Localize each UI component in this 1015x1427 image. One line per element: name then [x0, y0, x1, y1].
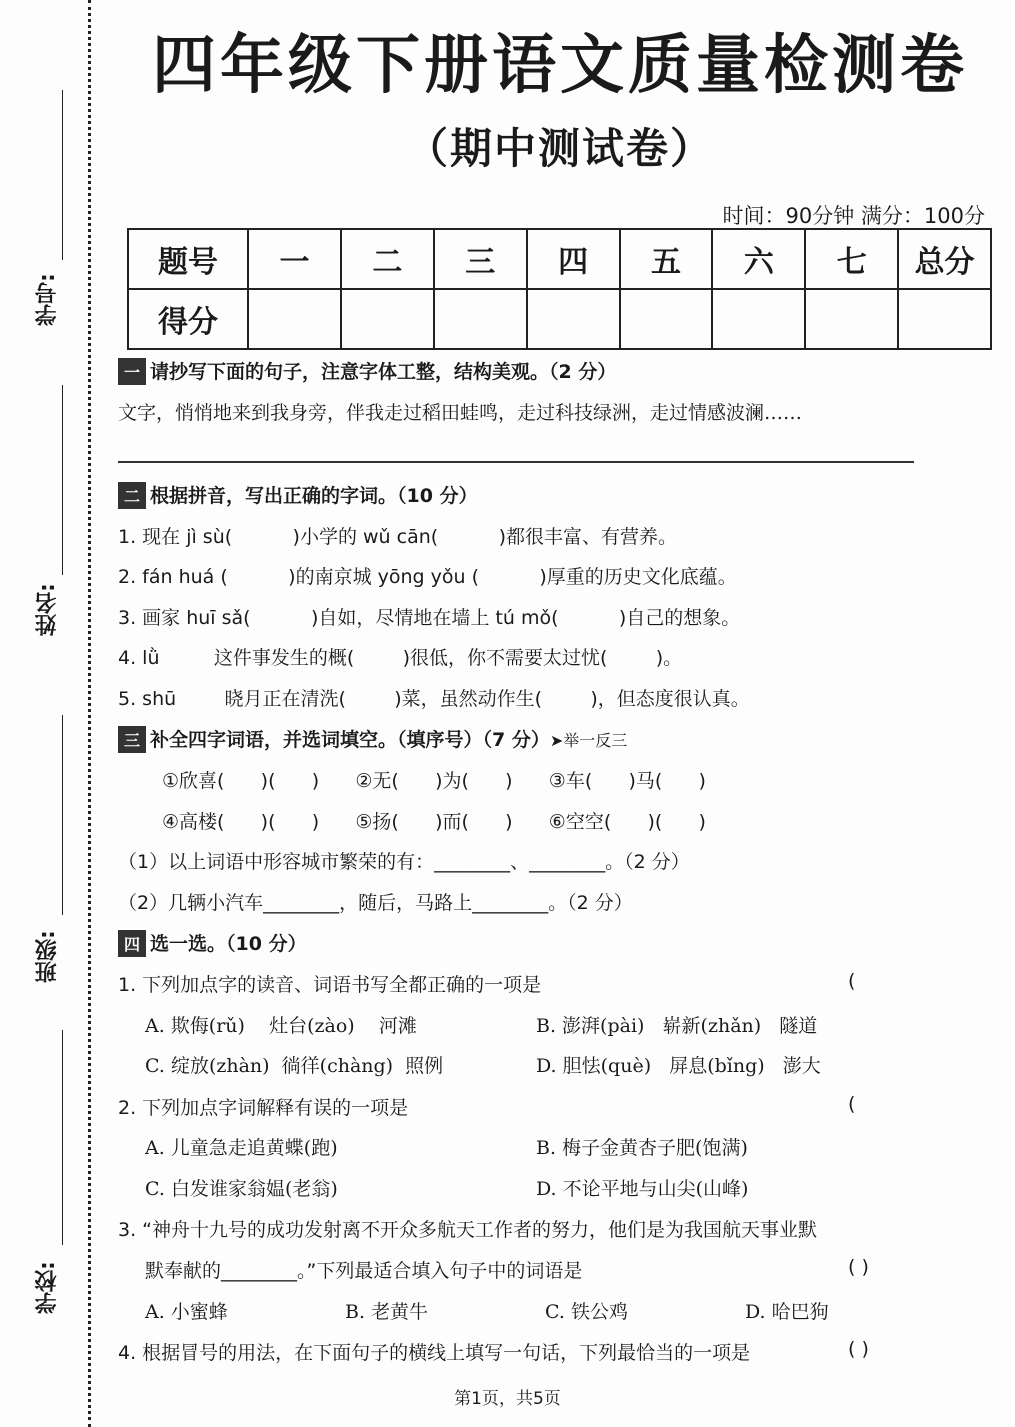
score-table-header-row: [128, 229, 991, 289]
choice-option: A. 儿童急走追黄蝶(跑): [145, 1137, 338, 1159]
pinyin-question: 5. shū 晓月正在清洗( )菜，虽然动作生( )，但态度很认真。: [118, 688, 750, 710]
choice-option: C. 绽放(zhàn) 徜徉(chàng) 照例: [145, 1055, 444, 1077]
pinyin-question: 4. lǜ 这件事发生的概( )很低，你不需要太过忧( )。: [118, 647, 683, 669]
idiom-row: ④高楼( )( ) ⑤扬( )而( ) ⑥空空( )( ): [162, 811, 706, 833]
section-3-title: 补全四字词语，并选词填空。（填序号）（7 分）: [150, 729, 550, 751]
page-footer: 第1页，共5页: [454, 1389, 561, 1409]
section-4-heading: [118, 929, 307, 957]
score-row-label: 得分: [128, 289, 248, 349]
answer-paren[interactable]: (: [848, 1093, 856, 1115]
answer-paren[interactable]: ( ): [848, 1338, 869, 1360]
score-header-cell: 一: [248, 229, 341, 289]
choice-option: B. 老黄牛: [345, 1301, 429, 1323]
score-table-score-row: [128, 289, 991, 349]
section-2-number: 二: [118, 482, 146, 509]
cut-line: [88, 0, 91, 1427]
idiom-question: （1）以上词语中形容城市繁荣的有：________、________。（2 分）: [118, 851, 690, 873]
choice-option: D. 不论平地与山尖(山峰): [536, 1178, 749, 1200]
score-header-cell: 四: [527, 229, 620, 289]
section-4-title: 选一选。（10 分）: [150, 933, 307, 955]
exam-subtitle: （期中测试卷）: [405, 124, 714, 173]
section-2-title: 根据拼音，写出正确的字词。（10 分）: [150, 485, 478, 507]
school-line[interactable]: [62, 1030, 63, 1245]
score-header-cell: 题号: [128, 229, 248, 289]
student-id-line[interactable]: [62, 90, 63, 260]
choice-option: C. 铁公鸡: [545, 1301, 628, 1323]
pinyin-question: 1. 现在 jì sù( )小学的 wǔ cān( )都很丰富、有营养。: [118, 526, 677, 548]
section-4-number: 四: [118, 930, 146, 957]
section-1-sentence: 文字，悄悄地来到我身旁，伴我走过稻田蛙鸣，走过科技绿洲，走过情感波澜……: [118, 402, 803, 424]
section-2-heading: [118, 481, 478, 509]
score-cell[interactable]: [898, 289, 991, 349]
section-1-title: 请抄写下面的句子，注意字体工整，结构美观。（2 分）: [150, 361, 617, 383]
idiom-question: （2）几辆小汽车________，随后，马路上________。（2 分）: [118, 892, 633, 914]
pinyin-question: 2. fán huá ( )的南京城 yōng yǒu ( )厚重的历史文化底蕴。: [118, 566, 737, 588]
choice-question-2: 2. 下列加点字词解释有误的一项是: [118, 1097, 409, 1119]
choice-question-1: 1. 下列加点字的读音、词语书写全都正确的一项是: [118, 974, 542, 996]
score-header-cell: 七: [805, 229, 898, 289]
score-cell[interactable]: [620, 289, 713, 349]
choice-option: B. 澎湃(pài) 崭新(zhǎn) 隧道: [536, 1015, 818, 1037]
class-line[interactable]: [62, 715, 63, 915]
exam-title: 四年级下册语文质量检测卷: [152, 29, 968, 103]
choice-option: C. 白发谁家翁媪(老翁): [145, 1178, 338, 1200]
section-3-number: 三: [118, 726, 146, 753]
student-name-line[interactable]: [62, 385, 63, 575]
section-3-tag: ➤举一反三: [549, 731, 628, 750]
score-cell[interactable]: [805, 289, 898, 349]
score-header-cell: 二: [341, 229, 434, 289]
choice-option: A. 小蜜蜂: [145, 1301, 228, 1323]
score-cell[interactable]: [712, 289, 805, 349]
school-label: 学校:: [35, 1261, 60, 1315]
idiom-row: ①欣喜( )( ) ②无( )为( ) ③车( )马( ): [162, 770, 706, 792]
class-label: 班级:: [35, 930, 60, 984]
score-header-cell: 三: [434, 229, 527, 289]
score-table: [127, 228, 992, 350]
score-cell[interactable]: [341, 289, 434, 349]
choice-question-3: 3. “神舟十九号的成功发射离不开众多航天工作者的努力，他们是为我国航天事业默: [118, 1219, 818, 1241]
section-3-heading: [118, 725, 627, 753]
score-cell[interactable]: [434, 289, 527, 349]
binding-margin: [0, 0, 100, 1427]
choice-option: B. 梅子金黄杏子肥(饱满): [536, 1137, 748, 1159]
choice-option: A. 欺侮(rǔ) 灶台(zào) 河滩: [145, 1015, 417, 1037]
score-header-cell: 六: [712, 229, 805, 289]
pinyin-question: 3. 画家 huī sǎ( )自如，尽情地在墙上 tú mǒ( )自己的想象。: [118, 607, 741, 629]
choice-question-4: 4. 根据冒号的用法，在下面句子的横线上填写一句话，下列最恰当的一项是: [118, 1342, 751, 1364]
answer-paren[interactable]: ( ): [848, 1256, 869, 1278]
exam-time-score: 时间：90分钟 满分：100分: [722, 204, 985, 228]
copy-answer-line[interactable]: [118, 461, 914, 463]
score-header-cell: 五: [620, 229, 713, 289]
section-1-heading: [118, 357, 616, 385]
score-cell[interactable]: [527, 289, 620, 349]
section-1-number: 一: [118, 358, 146, 385]
score-cell[interactable]: [248, 289, 341, 349]
score-header-cell: 总分: [898, 229, 991, 289]
choice-question-3-cont: 默奉献的________。”下列最适合填入句子中的词语是: [145, 1260, 583, 1282]
answer-paren[interactable]: (: [848, 970, 856, 992]
choice-option: D. 胆怯(què) 屏息(bǐng) 澎大: [536, 1055, 821, 1077]
student-name-label: 姓名:: [35, 583, 60, 637]
student-id-label: 学号:: [35, 273, 60, 327]
choice-option: D. 哈巴狗: [745, 1301, 829, 1323]
